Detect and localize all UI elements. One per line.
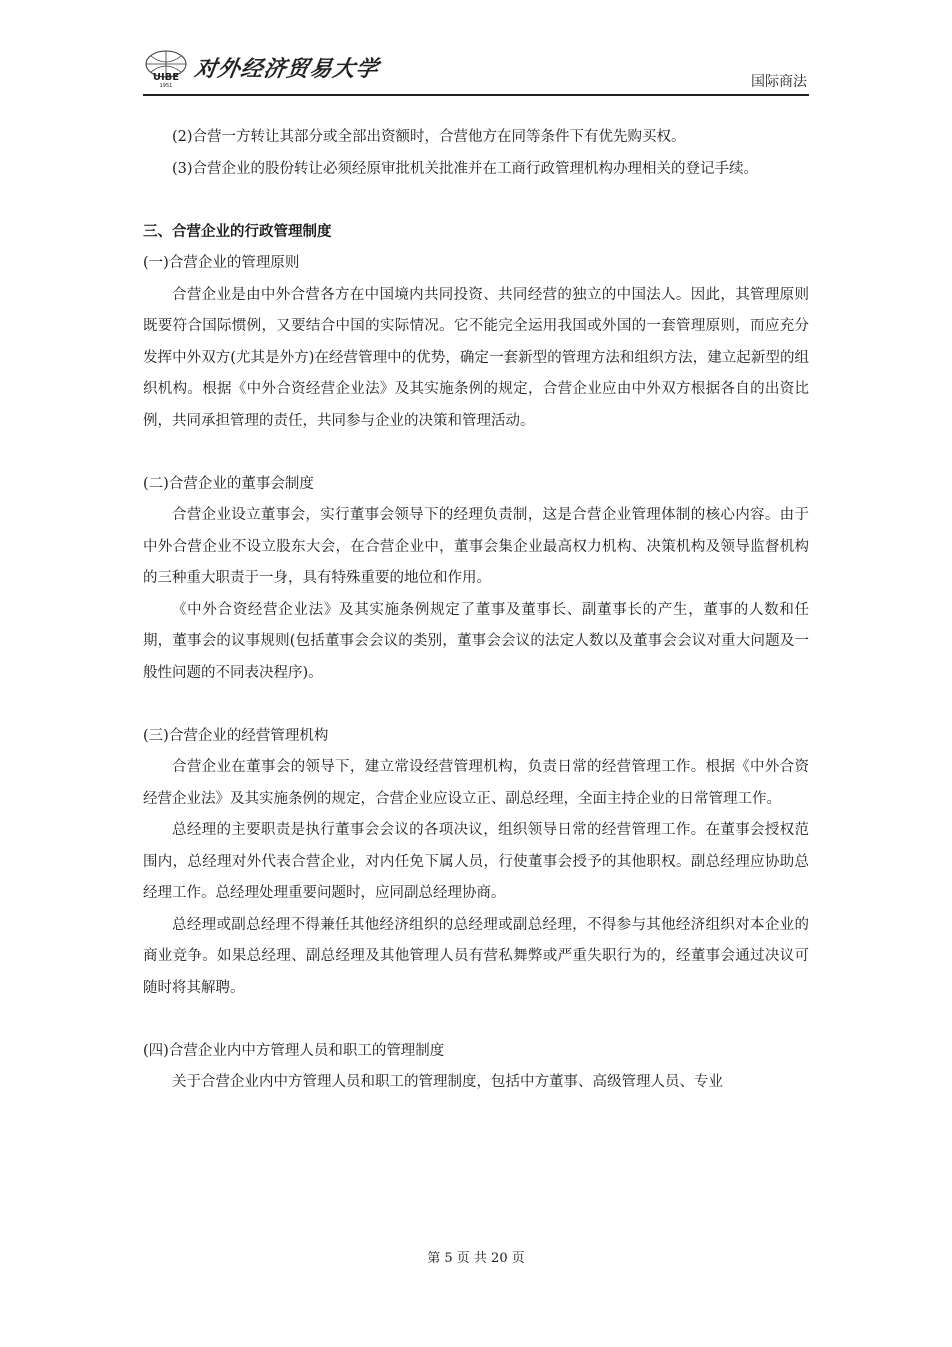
paragraph: 合营企业在董事会的领导下，建立常设经营管理机构，负责日常的经营管理工作。根据《中外合资经营企业法》及其实施条例的规定，合营企业应设立正、副总经理，全面主持企业的日常管理工作。 [143,759,809,807]
document-body [143,122,809,1099]
course-name: 国际商法 [751,74,807,90]
page-number: 第 5 页 共 20 页 [427,1251,525,1266]
subsection-heading: (四)合营企业内中方管理人员和职工的管理制度 [143,1042,445,1059]
paragraph: (2)合营一方转让其部分或全部出资额时，合营他方在同等条件下有优先购买权。 [172,129,686,145]
paragraph: 总经理的主要职责是执行董事会会议的各项决议，组织领导日常的经营管理工作。在董事会授权范围内，总经理对外代表合营企业，对内任免下属人员，行使董事会授予的其他职权。副总经理应协助总经理工作。总经理处理重要问题时，应同副总经理协商。 [143,822,809,901]
paragraph: 《中外合资经营企业法》及其实施条例规定了董事及董事长、副董事长的产生，董事的人数和任期，董事会的议事规则(包括董事会会议的类别，董事会会议的法定人数以及董事会会议对重大问题及一般性问题的不同表决程序)。 [143,601,809,681]
subsection-heading: (三)合营企业的经营管理机构 [143,727,329,744]
paragraph: 合营企业设立董事会，实行董事会领导下的经理负责制，这是合营企业管理体制的核心内容。由于中外合营企业不设立股东大会，在合营企业中，董事会集企业最高权力机构、决策机构及领导监督机构的三种重大职责于一身，具有特殊重要的地位和作用。 [143,507,809,586]
subsection-heading: (二)合营企业的董事会制度 [143,475,314,492]
university-name: 对外经济贸易大学 [192,56,381,82]
section-heading: 三、合营企业的行政管理制度 [143,223,332,240]
subsection-heading: (一)合营企业的管理原则 [143,255,300,271]
paragraph: (3)合营企业的股份转让必须经原审批机关批准并在工商行政管理机构办理相关的登记手续。 [172,160,759,177]
paragraph: 关于合营企业内中方管理人员和职工的管理制度，包括中方董事、高级管理人员、专业 [172,1074,723,1090]
logo-year: 1951 [159,83,173,88]
university-logo-icon [143,48,189,88]
paragraph: 合营企业是由中外合营各方在中国境内共同投资、共同经营的独立的中国法人。因此，其管理原则既要符合国际惯例，又要结合中国的实际情况。它不能完全运用我国或外国的一套管理原则，而应充分发挥中外双方(尤其是外方)在经营管理中的优势，确定一套新型的管理方法和组织方法，建立起新型的组织机构。根据《中外合资经营企业法》及其实施条例的规定，合营企业应由中外双方根据各自的出资比例，共同承担管理的责任，共同参与企业的决策和管理活动。 [143,286,809,429]
page-header [143,40,809,96]
logo-text: UIBE [152,72,180,83]
paragraph: 总经理或副总经理不得兼任其他经济组织的总经理或副总经理，不得参与其他经济组织对本企业的商业竞争。如果总经理、副总经理及其他管理人员有营私舞弊或严重失职行为的，经董事会通过决议可随时将其解聘。 [143,916,809,996]
